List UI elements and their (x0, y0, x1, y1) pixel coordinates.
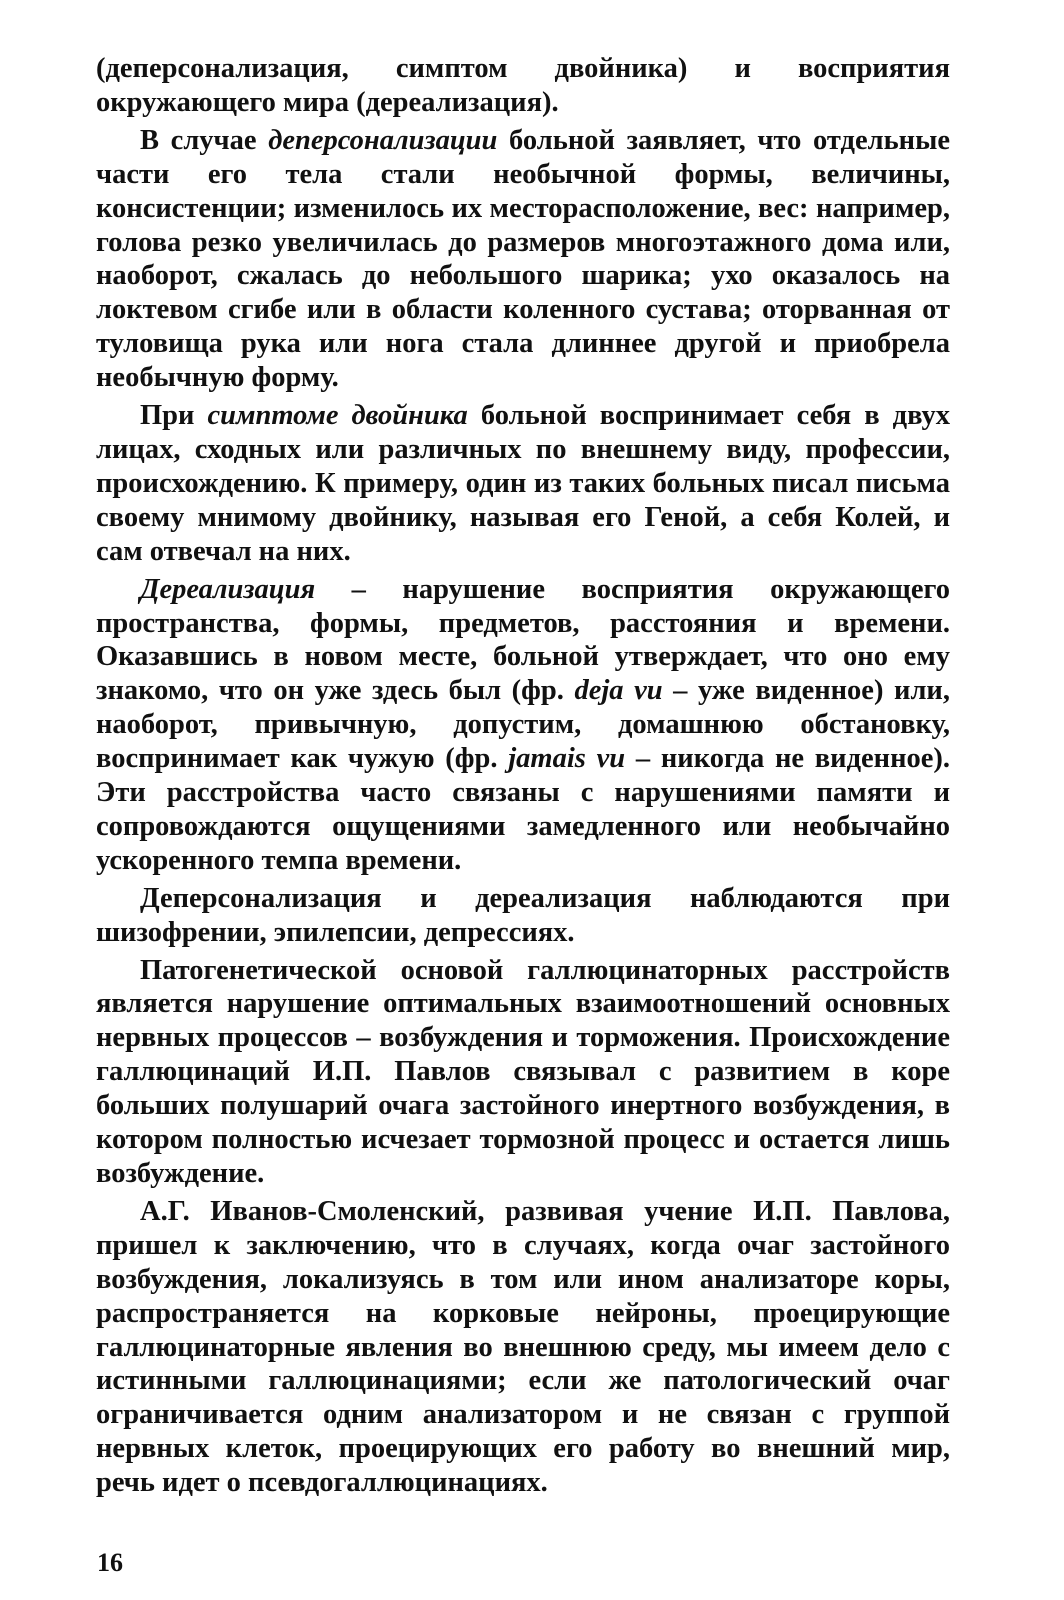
text-run: При (140, 400, 208, 432)
italic-term: deja vu (574, 675, 663, 707)
italic-term: деперсонализации (268, 124, 498, 156)
paragraph-depersonalization (96, 124, 950, 395)
text-run: – никогда не виденное). Эти расстройства часто связаны с нарушениями памяти и сопровождаются ощущениями замедленного или необычайно ускоренного темпа времени. (96, 743, 950, 876)
page-number: 16 (97, 1548, 123, 1577)
text-run: (деперсонализация, симптом двойника) и восприятия окружающего мира (дереализация). (96, 53, 950, 118)
paragraph-ivanov-smolensky (96, 1195, 950, 1500)
paragraph-double-symptom (96, 399, 950, 569)
text-run: – уже виденное) или, наоборот, привычную, допустим, домашнюю обстановку, воспринимает как чужую (фр. (96, 675, 950, 775)
text-run: В случае (140, 124, 269, 156)
paragraph-derealization (96, 573, 950, 878)
document-page (96, 52, 950, 1500)
italic-term: симптоме двойника (207, 400, 468, 432)
paragraph-continuation (96, 52, 950, 120)
paragraph-pathogenesis (96, 954, 950, 1191)
text-run: – нарушение восприятия окружающего пространства, формы, предметов, расстояния и времени. Оказавшись в новом месте, больной утверждает, что оно ему знакомо, что он уже здесь был (фр. (96, 573, 950, 707)
text-run: Деперсонализация и дереализация наблюдаются при шизофрении, эпилепсии, депрессиях. (96, 882, 950, 948)
text-run: А.Г. Иванов-Смоленский, развивая учение И.П. Павлова, пришел к заключению, что в случаях, когда очаг застойного возбуждения, локализуясь в том или ином анализаторе коры, распространяется на корковые нейроны, проецирующие галлюцинаторные явления во внешнюю среду, мы имеем дело с истинными галлюцинациями; если же патологический очаг ограничивается одним анализатором и не связан с группой нервных клеток, проецирующих его работу во внешний мир, речь идет о псевдогаллюцинациях. (96, 1195, 950, 1499)
paragraph-observed-conditions (96, 882, 950, 950)
text-run: Патогенетической основой галлюцинаторных расстройств является нарушение оптимальных взаимоотношений основных нервных процессов – возбуждения и торможения. Происхождение галлюцинаций И.П. Павлов связывал с развитием в коре больших полушарий очага застойного инертного возбуждения, в котором полностью исчезает тормозной процесс и остается лишь возбуждение. (96, 954, 950, 1189)
text-run: больной воспринимает себя в двух лицах, сходных или различных по внешнему виду, профессии, происхождению. К примеру, один из таких больных писал письма своему мнимому двойнику, называя его Геной, а себя Колей, и сам отвечал на них. (96, 400, 950, 567)
italic-term: Дереализация (140, 573, 316, 605)
text-run: больной заявляет, что отдельные части его тела стали необычной формы, величины, консистенции; изменилось их месторасположение, вес: например, голова резко увеличилась до размеров многоэтажного дома или, наоборот, сжалась до небольшого шарика; ухо оказалось на локтевом сгибе или в области коленного сустава; оторванная от туловища рука или нога стала длиннее другой и приобрела необычную форму. (96, 124, 950, 394)
italic-term: jamais vu (508, 743, 626, 775)
